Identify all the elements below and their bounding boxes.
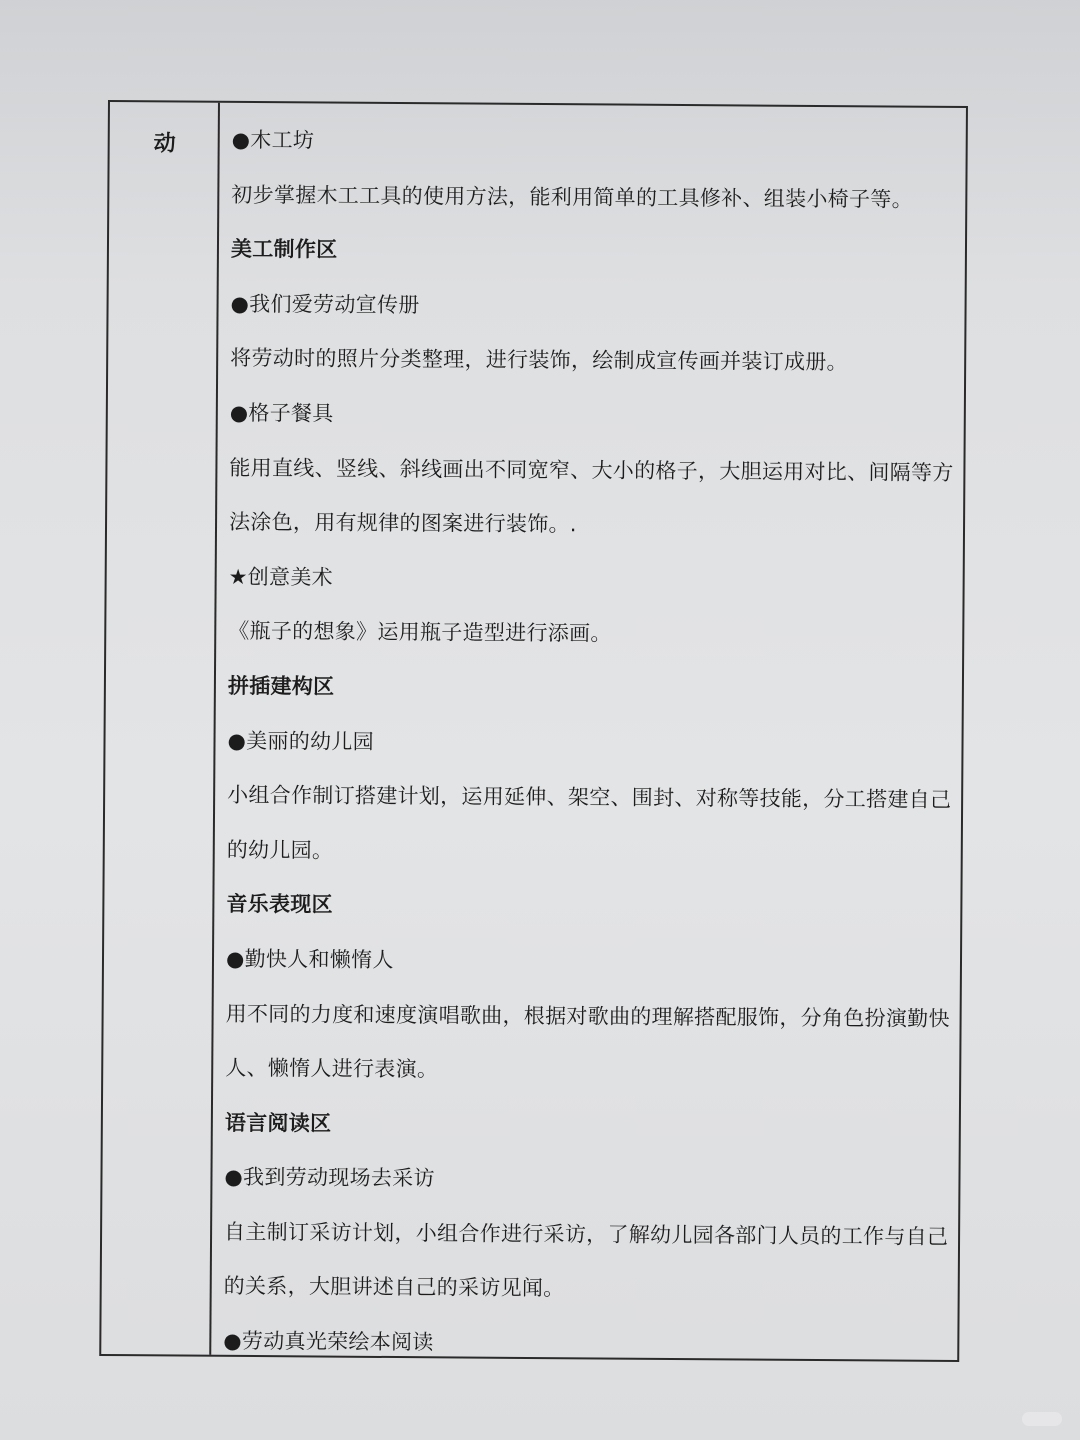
label-column [101,102,220,1355]
content-column [211,103,966,1360]
content-line: ★创意美术 [228,564,334,590]
section-heading: 美工制作区 [230,237,338,262]
content-line: 将劳动时的照片分类整理，进行装饰，绘制成宣传画并装订成册。 [230,346,848,375]
content-line: 初步掌握木工工具的使用方法，能利用简单的工具修补、组装小椅子等。 [231,182,914,212]
content-line: 自主制订采访计划，小组合作进行采访，了解幼儿园各部门人员的工作与自己 [224,1219,949,1249]
section-heading: 语言阅读区 [224,1110,332,1136]
content-line: 能用直线、竖线、斜线画出不同宽窄、大小的格子，大胆运用对比、间隔等方 [229,455,954,485]
content-line: 法涂色，用有规律的图案进行装饰。. [228,510,577,537]
section-heading: 音乐表现区 [226,892,333,917]
content-line: ●我们爱劳动宣传册 [230,291,420,317]
content-line: 的幼儿园。 [226,837,334,863]
content-line: 的关系，大胆讲述自己的采访见闻。 [223,1274,565,1301]
content-line: ●格子餐具 [229,400,334,426]
content-line: 小组合作制订搭建计划，运用延伸、架空、围封、对称等技能，分工搭建自己 [227,782,952,813]
row-label: 动 [153,131,176,157]
content-line: ●劳动真光荣绘本阅读 [223,1328,434,1355]
content-line: 用不同的力度和速度演唱歌曲，根据对歌曲的理解搭配服饰，分角色扮演勤快 [225,1001,950,1031]
section-heading: 拼插建构区 [227,673,335,699]
watermark-badge [1022,1412,1062,1426]
content-line: 《瓶子的想象》运用瓶子造型进行添画。 [228,619,612,646]
content-line: ●木工坊 [231,127,315,153]
content-line: ●我到劳动现场去采访 [224,1165,435,1191]
activity-table [99,100,968,1362]
content-line: ●勤快人和懒惰人 [225,946,394,972]
content-line: ●美丽的幼儿园 [227,728,375,754]
content-line: 人、懒惰人进行表演。 [225,1055,439,1082]
